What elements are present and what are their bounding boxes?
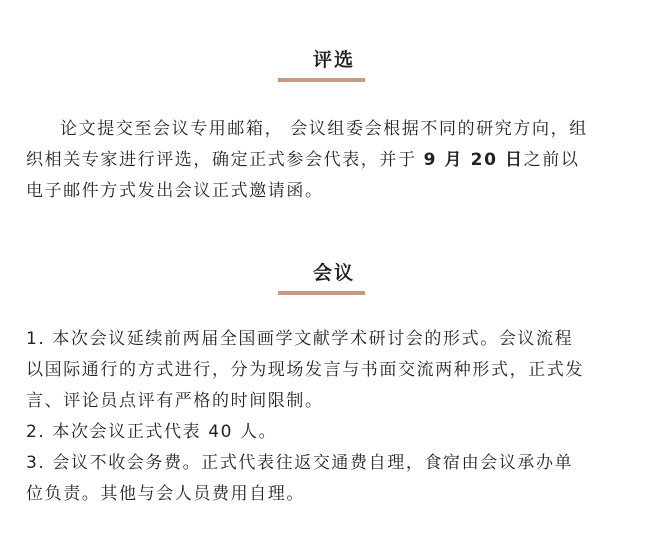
paragraph-line bbox=[26, 145, 646, 176]
paragraph-text: 织相关专家进行评选，确定正式参会代表，并于 bbox=[26, 150, 424, 170]
paragraph-text: 之前以 bbox=[523, 150, 580, 170]
section-title-underline bbox=[278, 291, 365, 295]
section-title-underline bbox=[278, 78, 365, 82]
list-item-line: 以国际通行的方式进行，分为现场发言与书面交流两种形式，正式发 bbox=[26, 360, 584, 380]
list-item-line: 位负责。其他与会人员费用自理。 bbox=[26, 484, 305, 504]
paragraph-line: 电子邮件方式发出会议正式邀请函。 bbox=[26, 181, 324, 201]
list-item-line: 3. 会议不收会务费。正式代表往返交通费自理，食宿由会议承办单 bbox=[26, 453, 574, 473]
section-title-selection: 评选 bbox=[312, 49, 355, 71]
list-item-line: 言、评论员点评有严格的时间限制。 bbox=[26, 391, 324, 411]
paragraph-line: 论文提交至会议专用邮箱， 会议组委会根据不同的研究方向，组 bbox=[60, 119, 588, 139]
deadline-date: 9 月 20 日 bbox=[423, 150, 524, 170]
list-item-line: 1. 本次会议延续前两届全国画学文献学术研讨会的形式。会议流程 bbox=[26, 329, 574, 349]
meeting-list bbox=[26, 324, 646, 510]
section-title-meeting: 会议 bbox=[312, 262, 355, 284]
list-item-line: 2. 本次会议正式代表 40 人。 bbox=[26, 422, 278, 442]
selection-paragraph bbox=[26, 114, 646, 207]
